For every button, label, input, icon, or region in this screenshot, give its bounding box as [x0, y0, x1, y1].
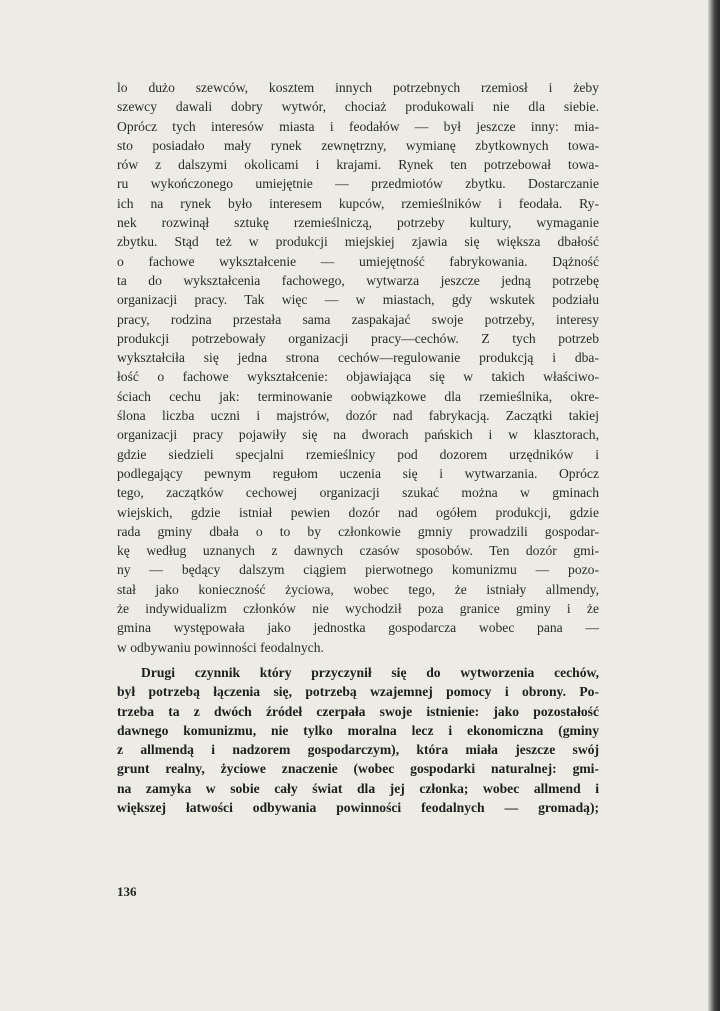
text-line: pracy, rodzina przestała sama zaspakajać swoje potrzeby, interesy [117, 311, 599, 327]
text-line: łość o fachowe wykształcenie: objawiająca się w takich właściwo- [117, 369, 599, 385]
text-line: ta do wykształcenia fachowego, wytwarza jeszcze jedną potrzebę [117, 272, 599, 288]
text-line: wykształciła się jedna strona cechów—regulowanie produkcją i dba- [117, 350, 599, 366]
text-line: kę według uznanych z dawnych czasów sposobów. Ten dozór gmi- [117, 543, 599, 559]
text-line: dawnego komunizmu, nie tylko moralna lecz i ekonomiczna (gminy [117, 722, 599, 738]
text-line: wiejskich, gdzie istniał pewien dozór nad ogółem produkcji, gdzie [117, 504, 599, 520]
text-line: grunt realny, życiowe znaczenie (wobec gospodarki naturalnej: gmi- [117, 761, 599, 777]
body-text [117, 78, 599, 817]
text-line: ściach cechu jak: terminowanie oobwiązkowe dla rzemieślnika, okre- [117, 388, 599, 404]
text-line: gmina występowała jako jednostka gospodarcza wobec pana — [117, 620, 599, 636]
text-line: sto posiadało mały rynek zewnętrzny, wymianę zbytkownych towa- [117, 137, 599, 153]
text-line: lo dużo szewców, kosztem innych potrzebnych rzemiosł i żeby [117, 80, 599, 95]
text-line: na zamyka w sobie cały świat dla jej członka; wobec allmend i [117, 780, 599, 796]
text-line: produkcji potrzebowały organizacji pracy—cechów. Z tych potrzeb [117, 330, 599, 346]
text-line: o fachowe wykształcenie — umiejętność fabrykowania. Dążność [117, 253, 599, 269]
text-line: większej łatwości odbywania powinności feodalnych — gromadą); [117, 799, 599, 815]
text-line: organizacji pracy. Tak więc — w miastach, gdy wskutek podziału [117, 292, 599, 308]
text-line: ny — będący dalszym ciągiem pierwotnego komunizmu — pozo- [117, 562, 599, 578]
text-line: gdzie siedzieli specjalni rzemieślnicy pod dozorem urzędników i [117, 446, 599, 462]
text-line: szewcy dawali dobry wytwór, chociaż produkowali nie dla siebie. [117, 99, 599, 115]
text-line: ich na rynek było interesem kupców, rzemieślników i feodała. Ry- [117, 195, 599, 211]
text-line: trzeba ta z dwóch źródeł czerpała swoje istnienie: jako pozostałość [117, 703, 599, 719]
paragraph-1 [117, 78, 599, 657]
text-line: rada gminy dbała o to by członkowie gmniy prowadzili gospodar- [117, 523, 599, 539]
text-line: był potrzebą łączenia się, potrzebą wzajemnej pomocy i obrony. Po- [117, 684, 599, 700]
text-line: rów z dalszymi okolicami i krajami. Rynek ten potrzebował towa- [117, 157, 599, 173]
text-line: podlegający pewnym regułom uczenia się i wytwarzania. Oprócz [117, 465, 599, 481]
page-number: 136 [117, 884, 137, 899]
text-line: zbytku. Stąd też w produkcji miejskiej zjawia się większa dbałość [117, 234, 599, 250]
text-line: organizacji pracy pojawiły się na dworach pańskich i w klasztorach, [117, 427, 599, 443]
text-line: z allmendą i nadzorem gospodarczym), która miała jeszcze swój [117, 742, 599, 758]
text-line: stał jako konieczność życiowa, wobec tego, że istniały allmendy, [117, 581, 599, 597]
text-line: że indywidualizm członków nie wychodził poza granice gminy i że [117, 601, 599, 617]
text-line: ślona liczba uczni i majstrów, dozór nad fabrykacją. Zaczątki takiej [117, 408, 599, 424]
text-line: Drugi czynnik który przyczynił się do wytworzenia cechów, [141, 664, 599, 680]
text-line: tego, zaczątków cechowej organizacji szukać można w gminach [117, 485, 599, 501]
text-line: Oprócz tych interesów miasta i feodałów — był jeszcze inny: mia- [117, 118, 599, 134]
paragraph-2 [117, 663, 599, 817]
text-line: ru wykończonego umiejętnie — przedmiotów zbytku. Dostarczanie [117, 176, 599, 192]
text-line: w odbywaniu powinności feodalnych. [117, 639, 324, 655]
page-edge-shadow [708, 0, 720, 1011]
text-line: nek rozwinął sztukę rzemieślniczą, potrzeby kultury, wymaganie [117, 215, 599, 231]
